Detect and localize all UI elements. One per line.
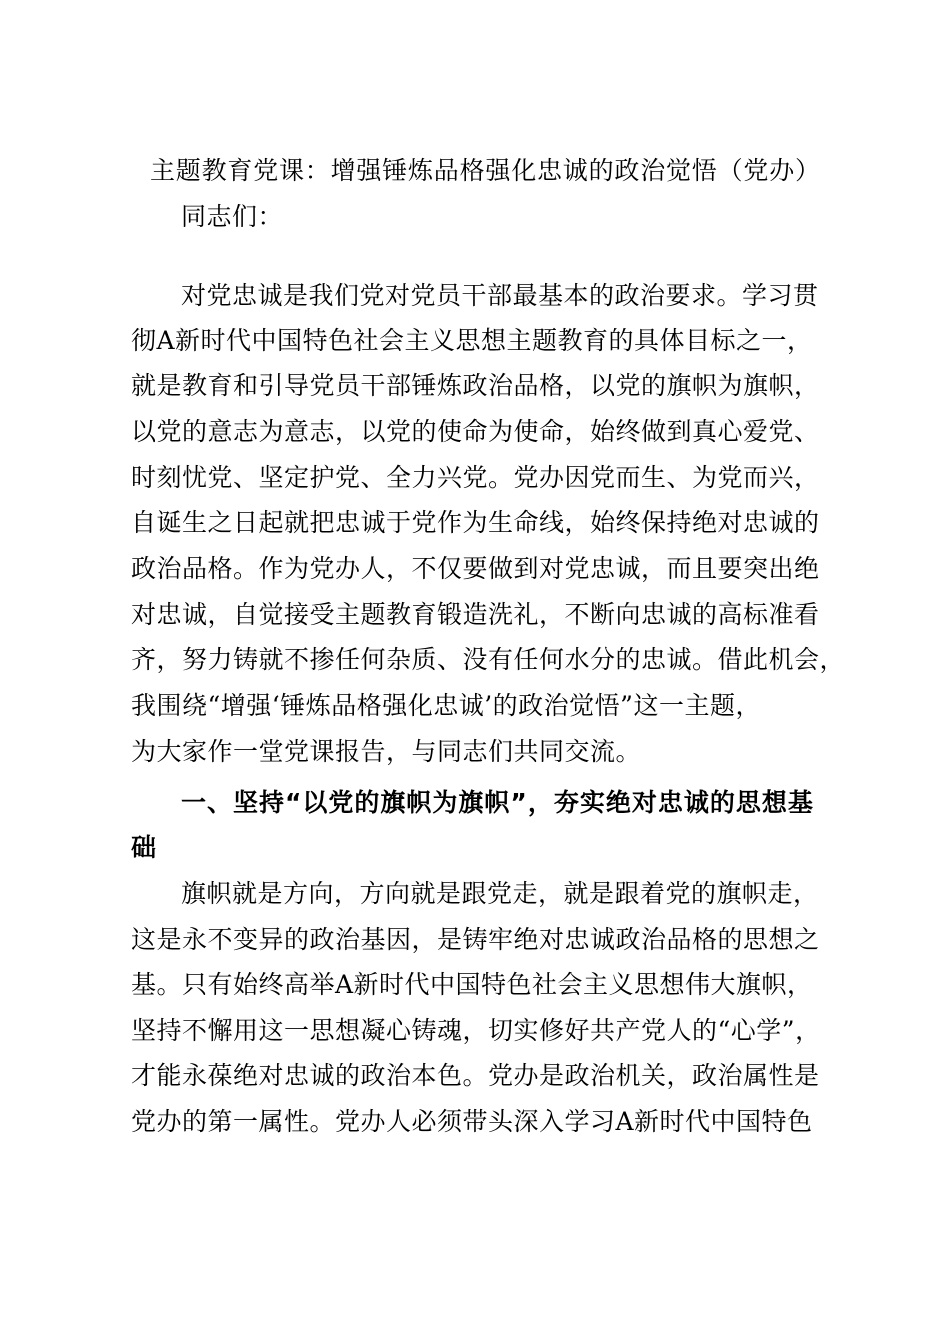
paragraph-2-line: 旗帜就是方向，方向就是跟党走，就是跟着党的旗帜走， (181, 879, 819, 908)
paragraph-1-line: 就是教育和引导党员干部锤炼政治品格，以党的旗帜为旗帜， (131, 371, 820, 400)
paragraph-1-line: 政治品格。作为党办人，不仅要做到对党忠诚，而且要突出绝 (131, 554, 820, 583)
paragraph-1-line: 彻A新时代中国特色社会主义思想主题教育的具体目标之一， (131, 326, 813, 355)
section-heading: 础 (131, 833, 158, 862)
paragraph-1-line: 时刻忧党、坚定护党、全力兴党。党办因党而生、为党而兴， (131, 463, 820, 492)
paragraph-1-line: 以党的意志为意志，以党的使命为使命，始终做到真心爱党、 (131, 417, 820, 446)
paragraph-1-line: 对党忠诚是我们党对党员干部最基本的政治要求。学习贯 (181, 281, 819, 310)
paragraph-1-line: 对忠诚，自觉接受主题教育锻造洗礼，不断向忠诚的高标准看 (131, 600, 820, 629)
paragraph-1-line: 自诞生之日起就把忠诚于党作为生命线，始终保持绝对忠诚的 (131, 508, 820, 537)
paragraph-1-line: 我围绕“增强‘锤炼品格强化忠诚’的政治觉悟”这一主题， (131, 691, 761, 720)
section-heading: 一、坚持“以党的旗帜为旗帜”，夯实绝对忠诚的思想基 (181, 788, 814, 817)
document-title: 主题教育党课：增强锤炼品格强化忠诚的政治觉悟（党办） (150, 156, 821, 185)
paragraph-2-line: 坚持不懈用这一思想凝心铸魂，切实修好共产党人的“心学”， (131, 1016, 821, 1045)
paragraph-2-line: 才能永葆绝对忠诚的政治本色。党办是政治机关，政治属性是 (131, 1061, 820, 1090)
paragraph-2-line: 基。只有始终高举A新时代中国特色社会主义思想伟大旗帜， (131, 970, 813, 999)
paragraph-1-line: 齐，努力铸就不掺任何杂质、没有任何水分的忠诚。借此机会， (131, 645, 846, 674)
paragraph-1-line: 为大家作一堂党课报告，与同志们共同交流。 (131, 737, 642, 766)
paragraph-2-line: 党办的第一属性。党办人必须带头深入学习A新时代中国特色 (131, 1107, 813, 1136)
paragraph-2-line: 这是永不变异的政治基因，是铸牢绝对忠诚政治品格的思想之 (131, 925, 820, 954)
greeting: 同志们： (181, 202, 284, 231)
